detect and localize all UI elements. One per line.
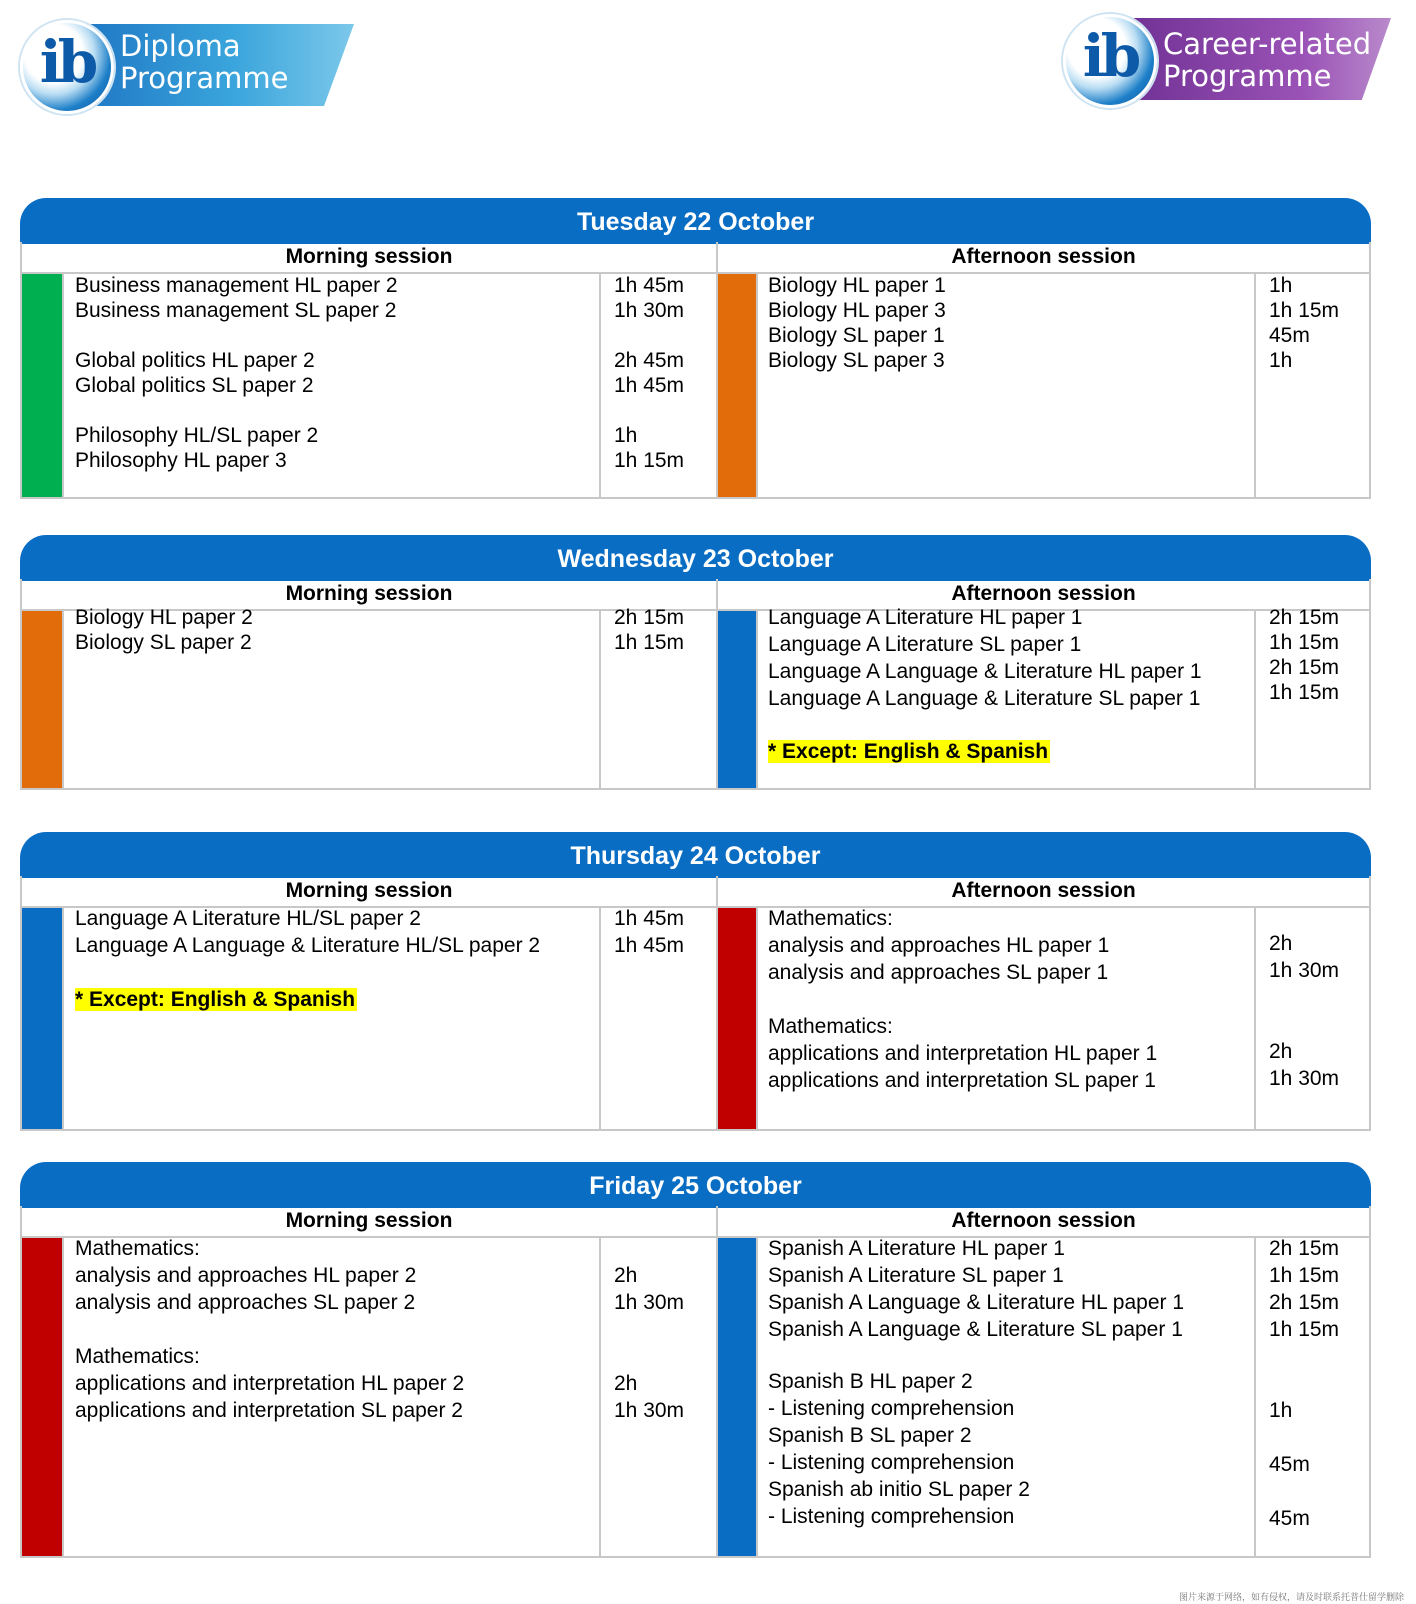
exam-duration: 1h 15m (614, 631, 685, 654)
divider (62, 274, 64, 497)
exam-duration: 1h 15m (1269, 681, 1340, 704)
ib-mark: ib (1082, 22, 1138, 90)
exam-name: Spanish B HL paper 2 (768, 1370, 973, 1393)
day-table (20, 876, 1371, 1131)
exam-duration: 1h 15m (1269, 631, 1340, 654)
career-related-programme-logo (1063, 14, 1393, 110)
group-heading: Mathematics: (75, 1237, 200, 1260)
subject-color-bar (718, 611, 756, 788)
divider (756, 611, 758, 788)
exam-name: Global politics SL paper 2 (75, 374, 314, 397)
exam-duration: 1h (614, 424, 638, 447)
exam-name: Philosophy HL/SL paper 2 (75, 424, 319, 447)
exam-duration: 1h (1269, 1399, 1293, 1422)
exam-duration: 2h 15m (1269, 1237, 1340, 1260)
day-table (20, 242, 1371, 499)
exam-name: applications and interpretation SL paper 1 (768, 1069, 1156, 1092)
afternoon-session-header: Afternoon session (951, 245, 1136, 268)
exam-duration: 1h 30m (1269, 959, 1340, 982)
exam-duration: 1h 15m (1269, 1318, 1340, 1341)
exception-note-text: * Except: English & Spanish (75, 988, 356, 1011)
logo-text-line1: Diploma (120, 29, 241, 63)
exam-name: applications and interpretation SL paper 2 (75, 1399, 463, 1422)
exam-name: Language A Literature SL paper 1 (768, 633, 1082, 656)
exam-subtitle: - Listening comprehension (768, 1451, 1015, 1474)
exception-note-text: * Except: English & Spanish (768, 740, 1049, 763)
exam-name: Business management SL paper 2 (75, 299, 397, 322)
exam-subtitle: - Listening comprehension (768, 1397, 1015, 1420)
exam-duration: 1h 45m (614, 934, 685, 957)
exception-note (75, 987, 357, 1012)
subject-color-bar (718, 908, 756, 1129)
exam-duration: 1h 15m (1269, 299, 1340, 322)
exam-name: analysis and approaches HL paper 1 (768, 934, 1110, 957)
exam-subtitle: - Listening comprehension (768, 1505, 1015, 1528)
divider (1254, 1238, 1256, 1556)
morning-session-header: Morning session (285, 879, 453, 902)
exam-name: Spanish A Language & Literature SL paper 1 (768, 1318, 1183, 1341)
divider (62, 1238, 64, 1556)
day-block-thursday (20, 832, 1371, 1131)
day-table (20, 579, 1371, 790)
divider (599, 611, 601, 788)
exam-name: Biology SL paper 2 (75, 631, 252, 654)
exam-duration: 1h 30m (614, 1399, 685, 1422)
exam-duration: 45m (1269, 324, 1310, 347)
divider (599, 1238, 601, 1556)
day-table (20, 1206, 1371, 1558)
group-heading: Mathematics: (768, 907, 893, 930)
subject-color-bar (22, 274, 62, 497)
afternoon-session-header: Afternoon session (951, 879, 1136, 902)
exam-duration: 1h (1269, 349, 1293, 372)
day-title: Wednesday 23 October (20, 535, 1371, 581)
group-heading: Mathematics: (768, 1015, 893, 1038)
divider (1254, 611, 1256, 788)
exam-duration: 1h 45m (614, 374, 685, 397)
exam-name: Spanish A Literature HL paper 1 (768, 1237, 1065, 1260)
exam-duration: 2h 15m (1269, 656, 1340, 679)
exam-name: applications and interpretation HL paper 1 (768, 1042, 1158, 1065)
exam-duration: 1h 45m (614, 274, 685, 297)
exam-name: analysis and approaches SL paper 2 (75, 1291, 416, 1314)
exam-name: Biology SL paper 3 (768, 349, 945, 372)
exam-duration: 2h (1269, 1040, 1293, 1063)
exam-duration: 2h (1269, 932, 1293, 955)
logo-text-line2: Programme (120, 61, 289, 95)
exam-name: Biology SL paper 1 (768, 324, 945, 347)
exam-name: applications and interpretation HL paper 2 (75, 1372, 465, 1395)
diploma-programme-logo (20, 20, 340, 116)
day-title: Thursday 24 October (20, 832, 1371, 878)
subject-color-bar (718, 1238, 756, 1556)
subject-color-bar (718, 274, 756, 497)
exam-name: analysis and approaches SL paper 1 (768, 961, 1109, 984)
divider (62, 908, 64, 1129)
exam-duration: 1h 30m (614, 1291, 685, 1314)
exam-duration: 45m (1269, 1453, 1310, 1476)
subject-color-bar (22, 1238, 62, 1556)
exam-duration: 1h (1269, 274, 1293, 297)
logo-text-line2: Programme (1163, 59, 1332, 93)
exam-name: Language A Language & Literature HL/SL paper 2 (75, 934, 541, 957)
exam-duration: 2h (614, 1372, 638, 1395)
logo-text-line1: Career-related (1163, 27, 1372, 61)
exam-duration: 2h 15m (1269, 1291, 1340, 1314)
exam-duration: 1h 15m (1269, 1264, 1340, 1287)
exam-name: Language A Literature HL paper 1 (768, 606, 1083, 629)
subject-color-bar (22, 611, 62, 788)
afternoon-session-header: Afternoon session (951, 1209, 1136, 1232)
day-block-tuesday (20, 198, 1371, 499)
exam-duration: 2h 45m (614, 349, 685, 372)
divider (1254, 908, 1256, 1129)
day-block-friday (20, 1162, 1371, 1558)
afternoon-session-header: Afternoon session (951, 582, 1136, 605)
ib-mark: ib (39, 28, 95, 96)
morning-session-header: Morning session (285, 245, 453, 268)
divider (756, 908, 758, 1129)
divider (756, 274, 758, 497)
exam-duration: 1h 30m (1269, 1067, 1340, 1090)
exam-name: Language A Literature HL/SL paper 2 (75, 907, 421, 930)
exam-duration: 1h 30m (614, 299, 685, 322)
group-heading: Mathematics: (75, 1345, 200, 1368)
exam-duration: 2h 15m (1269, 606, 1340, 629)
exam-name: Spanish B SL paper 2 (768, 1424, 972, 1447)
exam-name: analysis and approaches HL paper 2 (75, 1264, 417, 1287)
day-title: Friday 25 October (20, 1162, 1371, 1208)
morning-session-header: Morning session (285, 582, 453, 605)
exam-duration: 2h (614, 1264, 638, 1287)
exception-note (768, 739, 1050, 764)
exam-name: Biology HL paper 2 (75, 606, 253, 629)
exam-name: Spanish A Language & Literature HL paper 1 (768, 1291, 1185, 1314)
exam-name: Spanish A Literature SL paper 1 (768, 1264, 1064, 1287)
exam-duration: 1h 15m (614, 449, 685, 472)
subject-color-bar (22, 908, 62, 1129)
exam-name: Biology HL paper 1 (768, 274, 946, 297)
divider (599, 274, 601, 497)
exam-name: Global politics HL paper 2 (75, 349, 315, 372)
exam-name: Philosophy HL paper 3 (75, 449, 287, 472)
image-source-watermark: 图片来源于网络，如有侵权，请及时联系托普仕留学删除 (1178, 1592, 1404, 1602)
exam-name: Business management HL paper 2 (75, 274, 398, 297)
divider (599, 908, 601, 1129)
exam-duration: 1h 45m (614, 907, 685, 930)
morning-session-header: Morning session (285, 1209, 453, 1232)
exam-name: Language A Language & Literature SL paper 1 (768, 687, 1201, 710)
exam-name: Spanish ab initio SL paper 2 (768, 1478, 1030, 1501)
day-title: Tuesday 22 October (20, 198, 1371, 244)
exam-name: Language A Language & Literature HL paper 1 (768, 660, 1202, 683)
divider (756, 1238, 758, 1556)
exam-name: Biology HL paper 3 (768, 299, 946, 322)
day-block-wednesday (20, 535, 1371, 790)
divider (62, 611, 64, 788)
divider (22, 1236, 1369, 1238)
divider (1254, 274, 1256, 497)
exam-duration: 45m (1269, 1507, 1310, 1530)
exam-duration: 2h 15m (614, 606, 685, 629)
